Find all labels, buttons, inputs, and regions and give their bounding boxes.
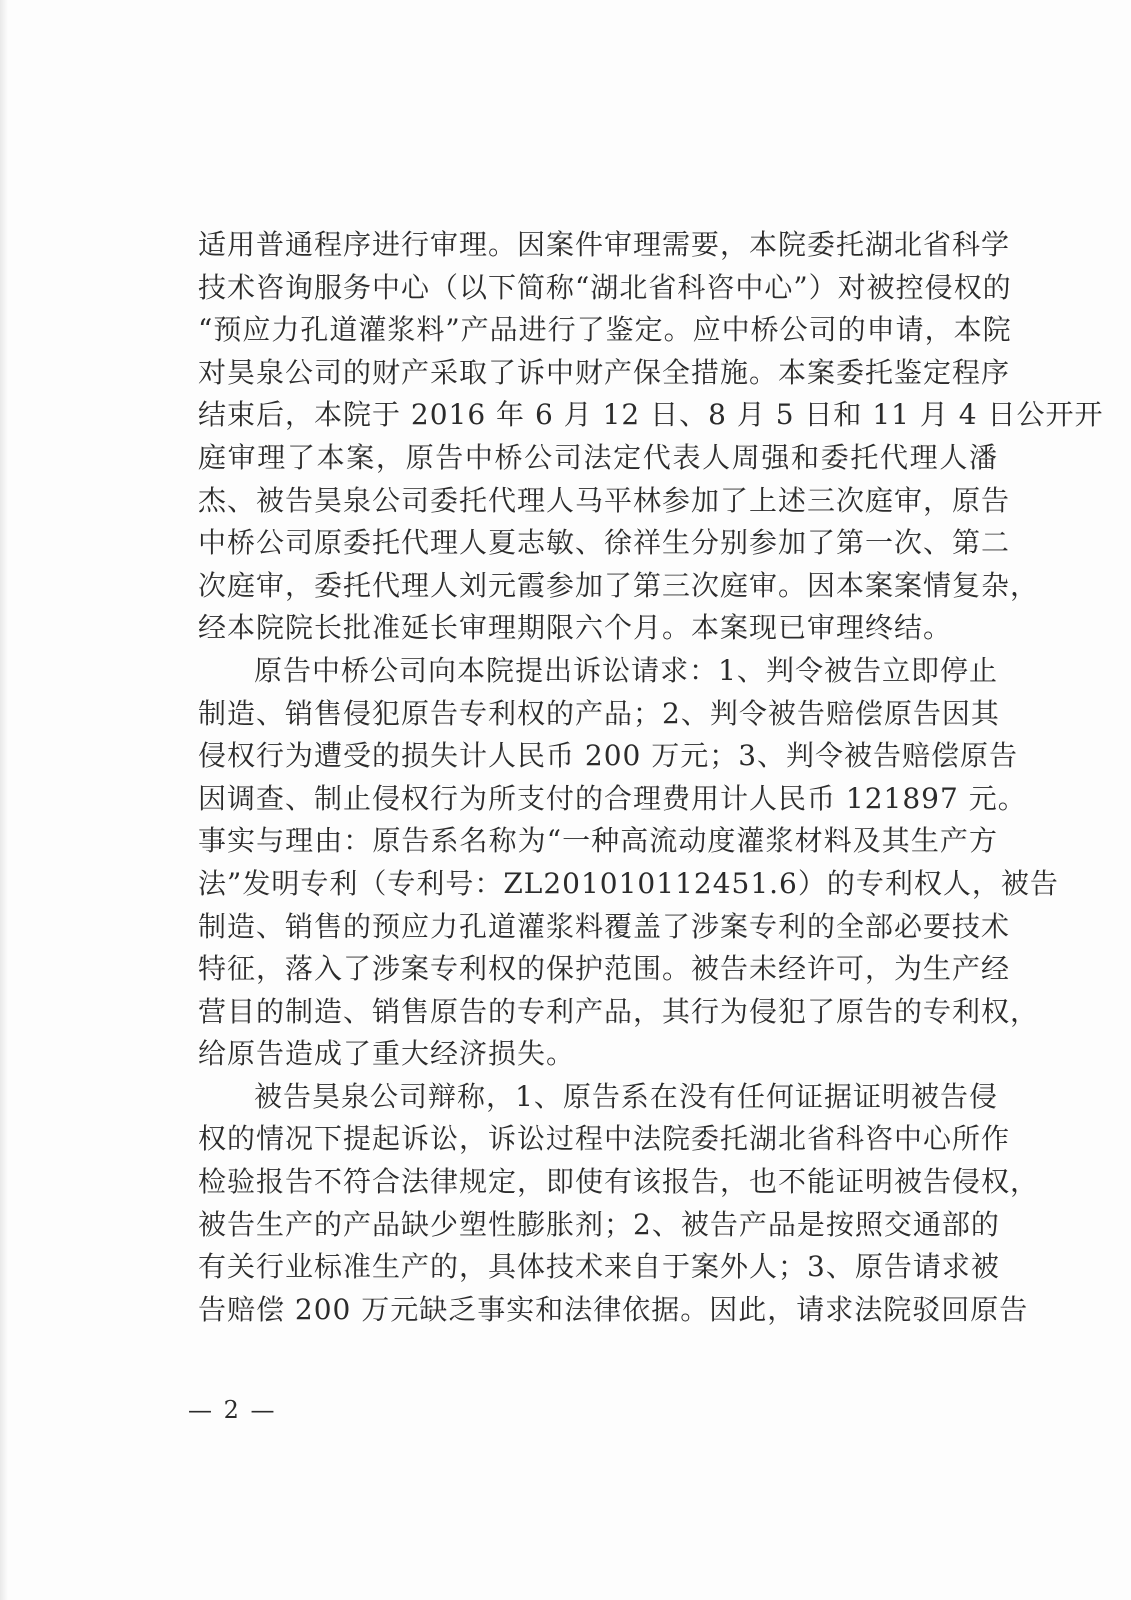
text-line: 被告生产的产品缺少塑性膨胀剂；2、被告产品是按照交通部的: [198, 1207, 1000, 1241]
scan-edge-shadow: [0, 0, 8, 1600]
text-line: 对昊泉公司的财产采取了诉中财产保全措施。本案委托鉴定程序: [198, 355, 1011, 389]
text-line: 因调查、制止侵权行为所支付的合理费用计人民币 121897 元。: [198, 781, 1027, 815]
text-line: 告赔偿 200 万元缺乏事实和法律依据。因此，请求法院驳回原告: [198, 1292, 1029, 1326]
text-line: 特征，落入了涉案专利权的保护范围。被告未经许可，为生产经: [198, 952, 1011, 986]
text-line: 制造、销售的预应力孔道灌浆料覆盖了涉案专利的全部必要技术: [198, 909, 1011, 943]
paragraph-start-line: 被告昊泉公司辩称，1、原告系在没有任何证据证明被告侵: [254, 1079, 998, 1113]
text-line: 中桥公司原委托代理人夏志敏、徐祥生分别参加了第一次、第二: [198, 526, 1011, 560]
text-line: 事实与理由：原告系名称为“一种高流动度灌浆材料及其生产方: [198, 824, 998, 858]
text-line: 技术咨询服务中心（以下简称“湖北省科咨中心”）对被控侵权的: [198, 270, 1012, 304]
text-line: 侵权行为遭受的损失计人民币 200 万元；3、判令被告赔偿原告: [198, 739, 1019, 773]
paragraph-start-line: 原告中桥公司向本院提出诉讼请求：1、判令被告立即停止: [254, 653, 998, 687]
text-line: 次庭审，委托代理人刘元霞参加了第三次庭审。因本案案情复杂，: [198, 568, 1040, 602]
text-line: 营目的制造、销售原告的专利产品，其行为侵犯了原告的专利权，: [198, 994, 1040, 1028]
text-line: 庭审理了本案，原告中桥公司法定代表人周强和委托代理人潘: [198, 440, 998, 474]
text-line: 杰、被告昊泉公司委托代理人马平林参加了上述三次庭审，原告: [198, 483, 1011, 517]
text-line: 适用普通程序进行审理。因案件审理需要，本院委托湖北省科学: [198, 228, 1011, 261]
text-line: 结束后，本院于 2016 年 6 月 12 日、8 月 5 日和 11 月 4 日公开开: [198, 398, 1104, 432]
text-line: 经本院院长批准延长审理期限六个月。本案现已审理终结。: [198, 611, 953, 645]
text-line: 检验报告不符合法律规定，即使有该报告，也不能证明被告侵权，: [198, 1165, 1040, 1199]
text-line: 权的情况下提起诉讼，诉讼过程中法院委托湖北省科咨中心所作: [198, 1122, 1011, 1156]
text-line: 制造、销售侵犯原告专利权的产品；2、判令被告赔偿原告因其: [198, 696, 1000, 730]
text-line: 有关行业标准生产的，具体技术来自于案外人；3、原告请求被: [198, 1250, 1000, 1284]
text-line: 给原告造成了重大经济损失。: [198, 1037, 576, 1071]
text-line: “预应力孔道灌浆料”产品进行了鉴定。应中桥公司的申请，本院: [198, 313, 1012, 347]
text-line: 法”发明专利（专利号：ZL201010112451.6）的专利权人，被告: [198, 866, 1059, 900]
document-body: [198, 224, 1104, 1331]
page-number: — 2 —: [188, 1396, 277, 1424]
